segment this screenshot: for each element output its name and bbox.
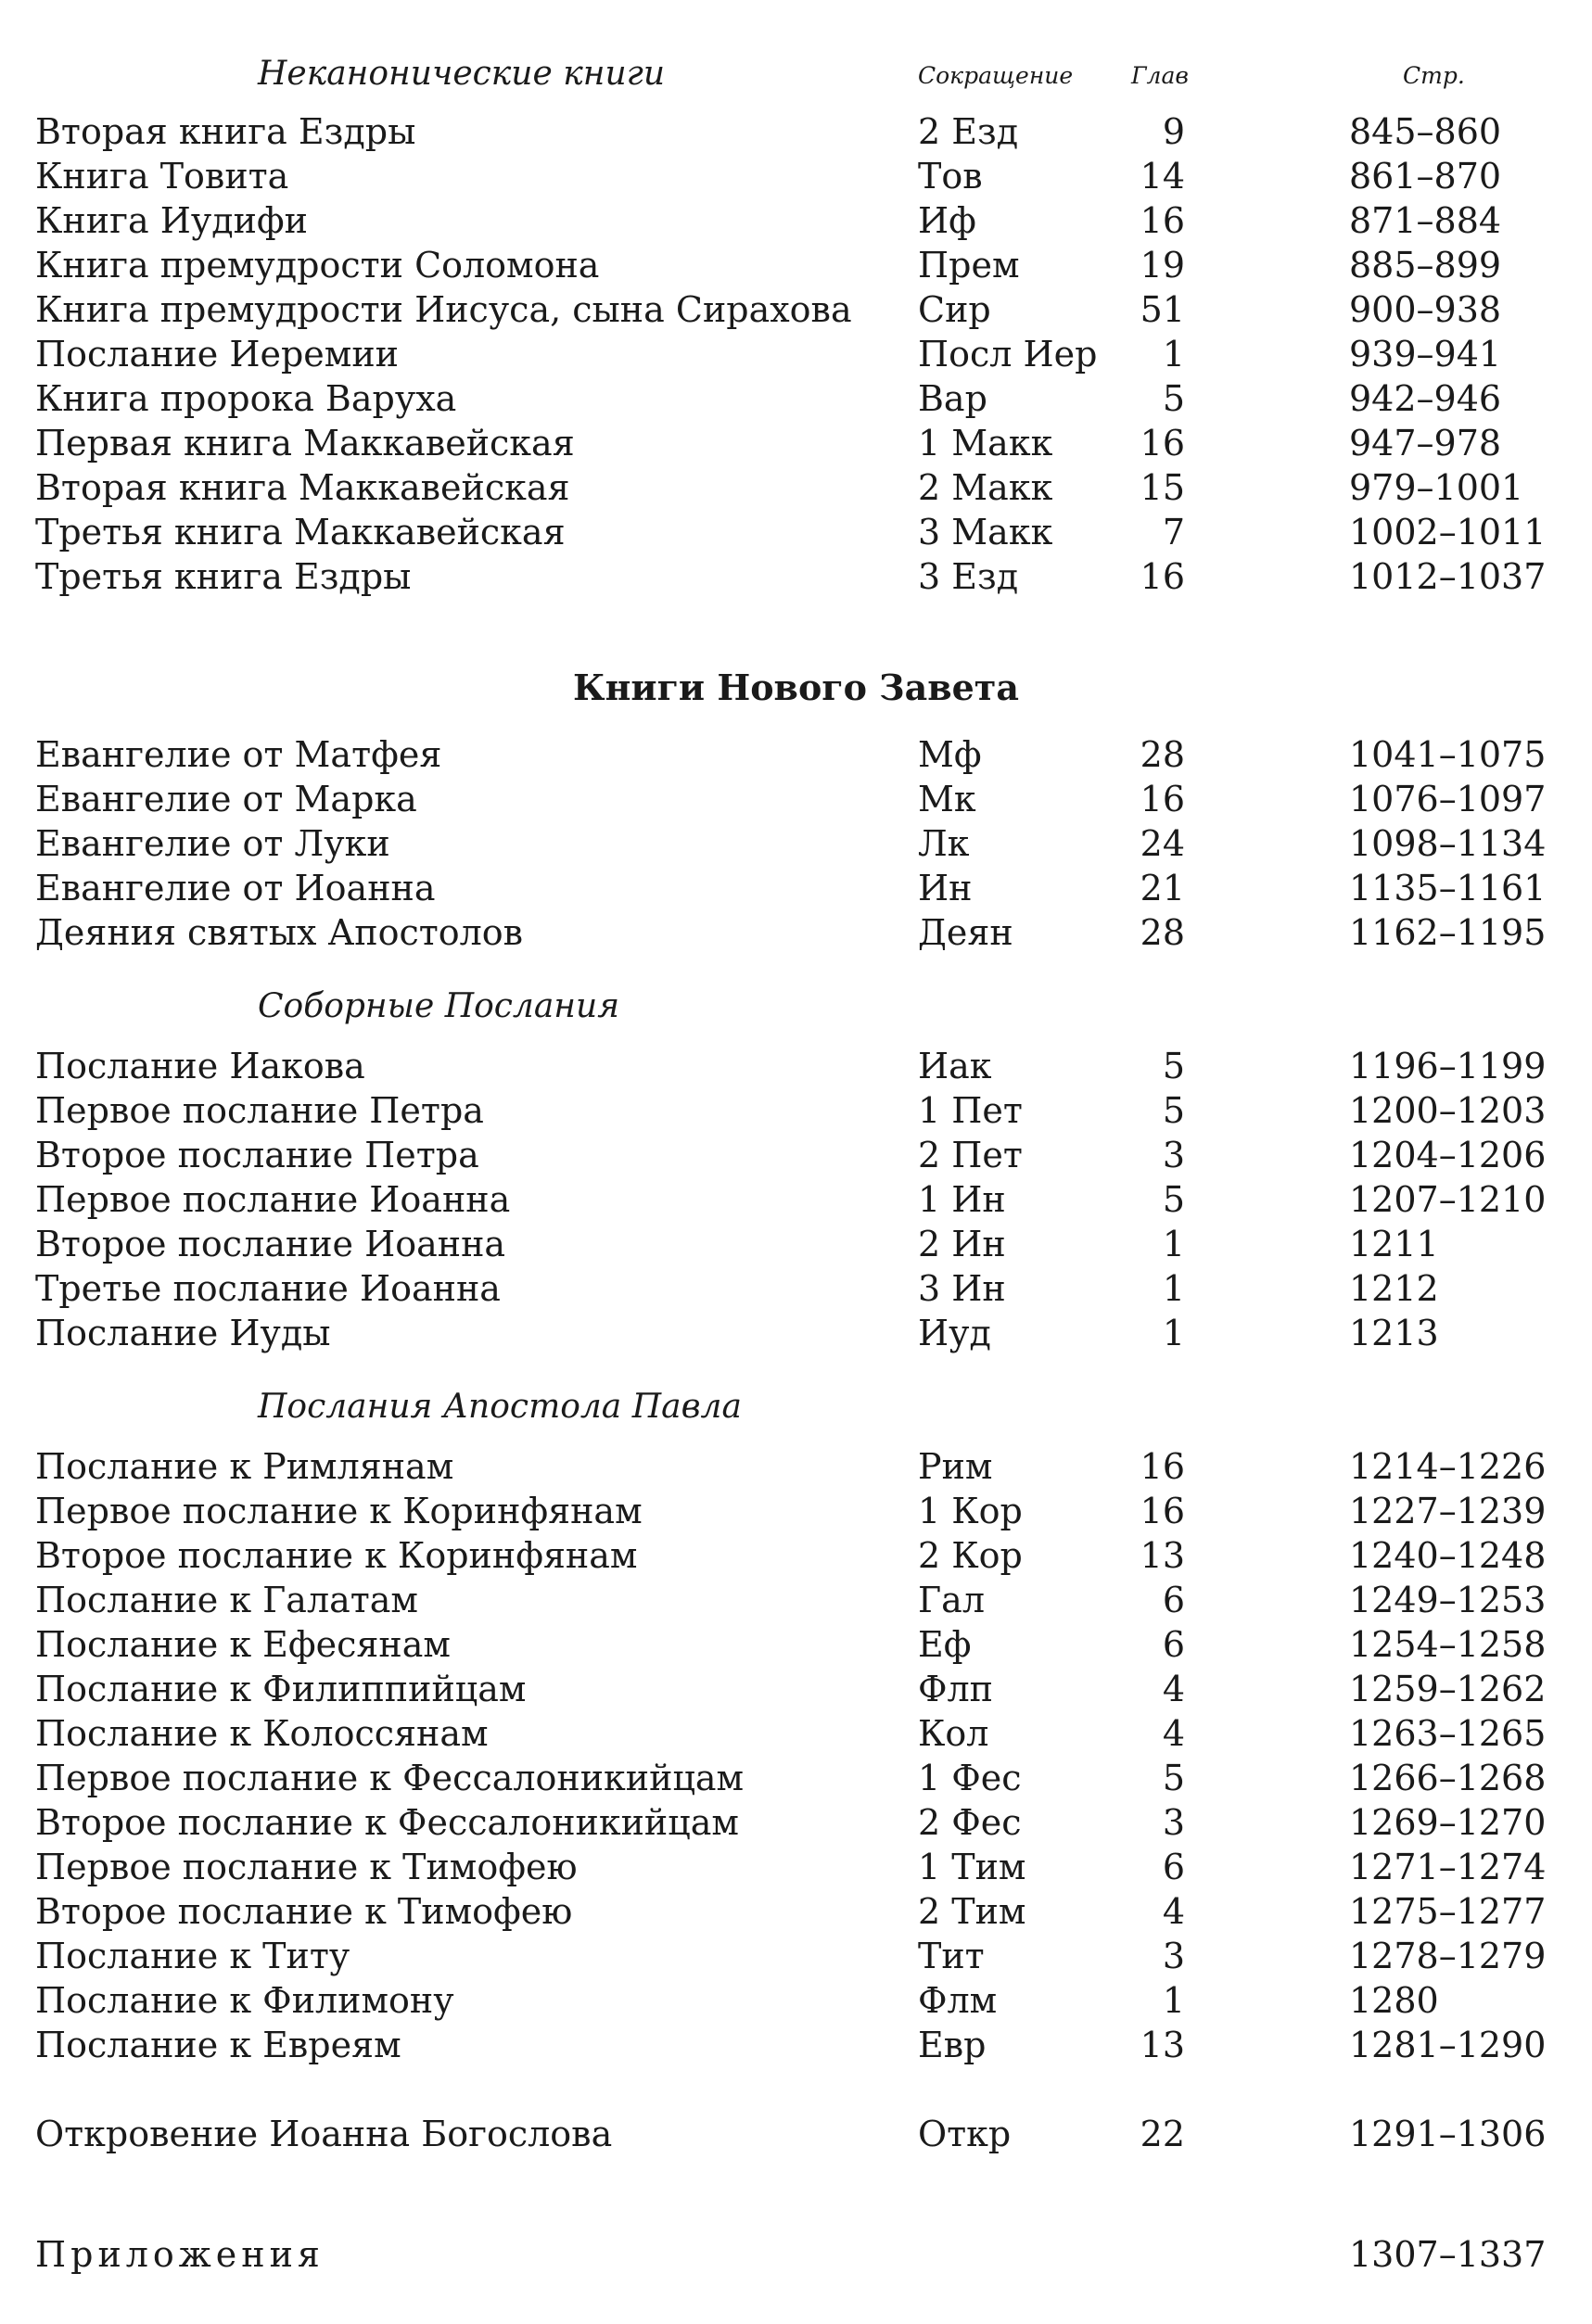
page-range: 939–941 — [1349, 334, 1502, 375]
book-abbreviation: Гал — [918, 1580, 985, 1620]
page-range: 1214–1226 — [1349, 1446, 1547, 1487]
chapter-count: 14 — [1140, 156, 1185, 197]
chapter-count: 16 — [1140, 779, 1185, 819]
chapter-count: 1 — [1162, 1980, 1185, 2021]
toc-row — [0, 465, 1592, 510]
page-range: 1135–1161 — [1349, 868, 1547, 908]
toc-row — [0, 1222, 1592, 1266]
page-range: 885–899 — [1349, 245, 1502, 286]
book-abbreviation: Рим — [918, 1446, 993, 1487]
book-title: Третье послание Иоанна — [35, 1268, 501, 1309]
page-range: 1012–1037 — [1349, 556, 1547, 597]
book-abbreviation: 2 Пет — [918, 1135, 1023, 1175]
book-abbreviation: Евр — [918, 2025, 987, 2065]
page-range: 1259–1262 — [1349, 1669, 1547, 1709]
chapter-count: 51 — [1140, 289, 1185, 330]
book-title: Евангелие от Марка — [35, 779, 417, 819]
book-abbreviation: 3 Макк — [918, 512, 1053, 552]
page-range: 1204–1206 — [1349, 1135, 1547, 1175]
chapter-count: 5 — [1162, 1046, 1185, 1086]
book-title: Послание к Филиппийцам — [35, 1669, 527, 1709]
book-abbreviation: Сир — [918, 289, 991, 330]
page-range: 942–946 — [1349, 378, 1502, 419]
book-abbreviation: Лк — [918, 823, 970, 864]
book-abbreviation: Флп — [918, 1669, 994, 1709]
book-abbreviation: 1 Макк — [918, 423, 1053, 464]
chapter-count: 6 — [1162, 1847, 1185, 1887]
page-range: 871–884 — [1349, 200, 1502, 241]
chapter-count: 5 — [1162, 378, 1185, 419]
book-abbreviation: Мк — [918, 779, 976, 819]
book-abbreviation: Кол — [918, 1713, 989, 1754]
book-abbreviation: Посл Иер — [918, 334, 1098, 375]
book-title: Послание Иакова — [35, 1046, 365, 1086]
book-title: Первое послание к Тимофею — [35, 1847, 578, 1887]
page-range: 1002–1011 — [1349, 512, 1547, 552]
toc-row — [0, 332, 1592, 376]
book-abbreviation: Деян — [918, 912, 1013, 953]
page-range: 1266–1268 — [1349, 1758, 1547, 1798]
book-title: Послание Иуды — [35, 1313, 331, 1353]
page-range: 900–938 — [1349, 289, 1502, 330]
book-title: Послание к Римлянам — [35, 1446, 454, 1487]
chapter-count: 28 — [1140, 912, 1185, 953]
page-range: 1291–1306 — [1349, 2114, 1547, 2154]
book-abbreviation: Откр — [918, 2114, 1012, 2154]
page-range: 1041–1075 — [1349, 734, 1547, 775]
book-abbreviation: 1 Ин — [918, 1179, 1006, 1220]
book-abbreviation: Тов — [918, 156, 983, 197]
chapter-count: 4 — [1162, 1669, 1185, 1709]
page-range: 1278–1279 — [1349, 1936, 1547, 1976]
toc-row — [0, 866, 1592, 910]
toc-row — [0, 1489, 1592, 1533]
book-title: Книга Иудифи — [35, 200, 308, 241]
chapter-count: 3 — [1162, 1936, 1185, 1976]
page-range: 1263–1265 — [1349, 1713, 1547, 1754]
chapter-count: 1 — [1162, 334, 1185, 375]
chapter-count: 5 — [1162, 1090, 1185, 1131]
chapter-count: 16 — [1140, 423, 1185, 464]
section-title-catholic-epistles: Соборные Послания — [258, 987, 620, 1025]
toc-row — [0, 1711, 1592, 1756]
toc-row — [0, 1266, 1592, 1311]
page-range: 1307–1337 — [1349, 2234, 1547, 2275]
book-title: Второе послание к Коринфянам — [35, 1535, 638, 1576]
new-testament-heading: Книги Нового Завета — [573, 667, 1019, 708]
chapter-count: 16 — [1140, 200, 1185, 241]
page-range: 1269–1270 — [1349, 1802, 1547, 1843]
book-title: Послание к Филимону — [35, 1980, 454, 2021]
book-title: Евангелие от Матфея — [35, 734, 442, 775]
book-title: Первое послание к Фессалоникийцам — [35, 1758, 745, 1798]
book-abbreviation: 3 Езд — [918, 556, 1019, 597]
chapter-count: 24 — [1140, 823, 1185, 864]
toc-row — [0, 154, 1592, 198]
book-abbreviation: 2 Тим — [918, 1891, 1026, 1932]
chapter-count: 7 — [1162, 512, 1185, 552]
book-abbreviation: Иак — [918, 1046, 992, 1086]
page-range: 1254–1258 — [1349, 1624, 1547, 1665]
chapter-count: 22 — [1140, 2114, 1185, 2154]
toc-row — [0, 1444, 1592, 1489]
toc-row — [0, 1088, 1592, 1133]
page-range: 1213 — [1349, 1313, 1439, 1353]
toc-row-appendix — [0, 2232, 1592, 2277]
book-abbreviation: 1 Фес — [918, 1758, 1022, 1798]
page-range: 861–870 — [1349, 156, 1502, 197]
chapter-count: 1 — [1162, 1224, 1185, 1264]
toc-row — [0, 1800, 1592, 1845]
book-title: Откровение Иоанна Богослова — [35, 2114, 613, 2154]
book-title: Первое послание Петра — [35, 1090, 484, 1131]
book-abbreviation: 1 Пет — [918, 1090, 1023, 1131]
toc-row — [0, 1311, 1592, 1355]
book-title: Книга премудрости Соломона — [35, 245, 600, 286]
column-header-chapters: Глав — [1131, 62, 1189, 89]
book-title: Послание Иеремии — [35, 334, 399, 375]
chapter-count: 5 — [1162, 1758, 1185, 1798]
page-range: 1227–1239 — [1349, 1491, 1547, 1531]
page-range: 1275–1277 — [1349, 1891, 1547, 1932]
chapter-count: 16 — [1140, 556, 1185, 597]
toc-row — [0, 777, 1592, 821]
toc-row — [0, 1578, 1592, 1622]
chapter-count: 4 — [1162, 1891, 1185, 1932]
book-title: Книга пророка Варуха — [35, 378, 457, 419]
book-abbreviation: Мф — [918, 734, 982, 775]
toc-row — [0, 821, 1592, 866]
book-title: Первая книга Маккавейская — [35, 423, 575, 464]
section-title-noncanonical: Неканонические книги — [258, 55, 666, 93]
book-abbreviation: Иуд — [918, 1313, 991, 1353]
page-range: 1200–1203 — [1349, 1090, 1547, 1131]
book-abbreviation: 3 Ин — [918, 1268, 1006, 1309]
chapter-count: 21 — [1140, 868, 1185, 908]
book-abbreviation: 2 Фес — [918, 1802, 1022, 1843]
book-title: Евангелие от Иоанна — [35, 868, 436, 908]
toc-row — [0, 910, 1592, 955]
chapter-count: 15 — [1140, 467, 1185, 508]
book-abbreviation: Тит — [918, 1936, 985, 1976]
section-title-pauline-epistles: Послания Апостола Павла — [258, 1388, 742, 1426]
book-title: Послание к Ефесянам — [35, 1624, 451, 1665]
book-abbreviation: Иф — [918, 200, 976, 241]
toc-row — [0, 2023, 1592, 2067]
book-title: Вторая книга Ездры — [35, 111, 416, 152]
toc-row — [0, 1978, 1592, 2023]
book-title: Второе послание Иоанна — [35, 1224, 506, 1264]
chapter-count: 1 — [1162, 1313, 1185, 1353]
book-title: Послание к Титу — [35, 1936, 350, 1976]
appendix-title: Приложения — [35, 2234, 325, 2275]
book-title: Деяния святых Апостолов — [35, 912, 524, 953]
page-range: 1207–1210 — [1349, 1179, 1547, 1220]
chapter-count: 13 — [1140, 2025, 1185, 2065]
book-title: Книга Товита — [35, 156, 289, 197]
toc-row — [0, 198, 1592, 243]
toc-row — [0, 421, 1592, 465]
toc-row — [0, 1133, 1592, 1177]
chapter-count: 16 — [1140, 1446, 1185, 1487]
chapter-count: 4 — [1162, 1713, 1185, 1754]
book-abbreviation: 1 Тим — [918, 1847, 1026, 1887]
page-range: 979–1001 — [1349, 467, 1524, 508]
toc-row — [0, 376, 1592, 421]
page-range: 1162–1195 — [1349, 912, 1547, 953]
page-range: 1240–1248 — [1349, 1535, 1547, 1576]
toc-row — [0, 287, 1592, 332]
book-title: Вторая книга Маккавейская — [35, 467, 570, 508]
chapter-count: 19 — [1140, 245, 1185, 286]
book-abbreviation: Еф — [918, 1624, 972, 1665]
page-range: 1249–1253 — [1349, 1580, 1547, 1620]
book-title: Книга премудрости Иисуса, сына Сирахова — [35, 289, 852, 330]
toc-row — [0, 1622, 1592, 1667]
chapter-count: 3 — [1162, 1802, 1185, 1843]
toc-row — [0, 554, 1592, 599]
toc-row — [0, 1845, 1592, 1889]
chapter-count: 16 — [1140, 1491, 1185, 1531]
page-range: 1098–1134 — [1349, 823, 1547, 864]
book-title: Послание к Галатам — [35, 1580, 418, 1620]
toc-row — [0, 1044, 1592, 1088]
book-title: Второе послание к Тимофею — [35, 1891, 573, 1932]
book-abbreviation: Ин — [918, 868, 973, 908]
page-range: 845–860 — [1349, 111, 1502, 152]
column-header-abbreviation: Сокращение — [918, 62, 1074, 89]
chapter-count: 13 — [1140, 1535, 1185, 1576]
chapter-count: 3 — [1162, 1135, 1185, 1175]
chapter-count: 6 — [1162, 1624, 1185, 1665]
toc-row — [0, 1889, 1592, 1934]
book-abbreviation: Вар — [918, 378, 987, 419]
book-title: Послание к Колоссянам — [35, 1713, 489, 1754]
page-range: 1271–1274 — [1349, 1847, 1547, 1887]
page-range: 1211 — [1349, 1224, 1439, 1264]
book-title: Послание к Евреям — [35, 2025, 401, 2065]
column-header-pages: Стр. — [1403, 62, 1465, 89]
page-range: 1196–1199 — [1349, 1046, 1547, 1086]
toc-row — [0, 243, 1592, 287]
chapter-count: 9 — [1162, 111, 1185, 152]
book-abbreviation: 2 Ин — [918, 1224, 1006, 1264]
book-title: Первое послание Иоанна — [35, 1179, 511, 1220]
book-title: Первое послание к Коринфянам — [35, 1491, 643, 1531]
page-range: 1212 — [1349, 1268, 1439, 1309]
chapter-count: 5 — [1162, 1179, 1185, 1220]
chapter-count: 28 — [1140, 734, 1185, 775]
book-abbreviation: Флм — [918, 1980, 998, 2021]
toc-row — [0, 732, 1592, 777]
book-title: Второе послание Петра — [35, 1135, 479, 1175]
chapter-count: 1 — [1162, 1268, 1185, 1309]
book-abbreviation: 1 Кор — [918, 1491, 1023, 1531]
toc-row — [0, 1533, 1592, 1578]
toc-row — [0, 1934, 1592, 1978]
toc-row — [0, 2112, 1592, 2156]
book-abbreviation: 2 Езд — [918, 111, 1019, 152]
toc-row — [0, 510, 1592, 554]
book-abbreviation: 2 Макк — [918, 467, 1053, 508]
page-range: 1076–1097 — [1349, 779, 1547, 819]
book-title: Второе послание к Фессалоникийцам — [35, 1802, 739, 1843]
page-range: 1280 — [1349, 1980, 1439, 2021]
book-title: Третья книга Маккавейская — [35, 512, 566, 552]
book-title: Евангелие от Луки — [35, 823, 390, 864]
toc-row — [0, 1756, 1592, 1800]
book-title: Третья книга Ездры — [35, 556, 412, 597]
book-abbreviation: Прем — [918, 245, 1020, 286]
chapter-count: 6 — [1162, 1580, 1185, 1620]
toc-row — [0, 1667, 1592, 1711]
book-abbreviation: 2 Кор — [918, 1535, 1023, 1576]
toc-row — [0, 1177, 1592, 1222]
toc-row — [0, 109, 1592, 154]
page-range: 1281–1290 — [1349, 2025, 1547, 2065]
page-range: 947–978 — [1349, 423, 1502, 464]
